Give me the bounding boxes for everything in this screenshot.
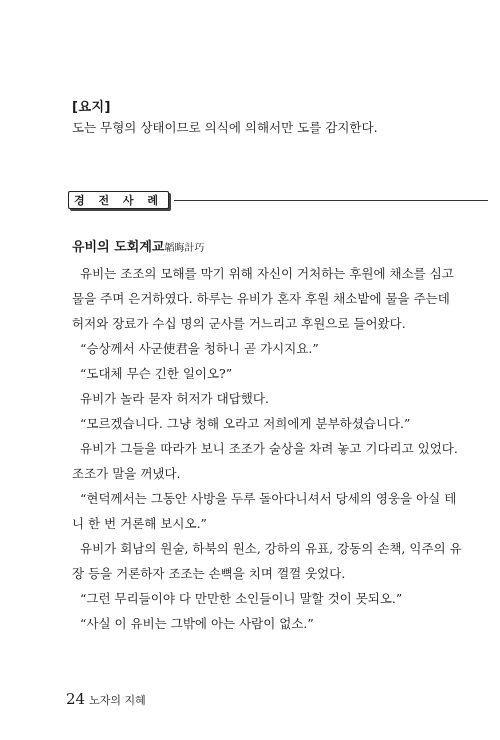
book-title: 노자의 지혜 bbox=[89, 694, 146, 707]
body-line: “그런 무리들이야 다 만만한 소인들이니 말할 것이 못되오.” bbox=[80, 591, 403, 606]
body-line: 유비가 놀라 묻자 허저가 대답했다. bbox=[80, 391, 269, 406]
body-line: 조조가 말을 꺼냈다. bbox=[72, 466, 181, 481]
body-line: 니 한 번 거론해 보시오.” bbox=[72, 516, 207, 531]
body-line: “현덕께서는 그동안 사방을 두루 돌아다니셔서 당세의 영웅을 아실 테 bbox=[80, 491, 457, 506]
body-line: “승상께서 사군使君을 청하니 곧 가시지요.” bbox=[80, 341, 319, 356]
section-label: 경 전 사 례 bbox=[68, 191, 169, 209]
body-line: 유비가 그들을 따라가 보니 조조가 술상을 차려 놓고 기다리고 있었다. bbox=[80, 441, 458, 456]
summary-heading: [요지] bbox=[72, 100, 111, 115]
body-line: 장 등을 거론하자 조조는 손뼉을 치며 껄껄 웃었다. bbox=[72, 566, 346, 581]
body-line: “도대체 무슨 긴한 일이오?” bbox=[80, 366, 233, 381]
body-line: 허저와 장료가 수십 명의 군사를 거느리고 후원으로 들어왔다. bbox=[72, 316, 406, 331]
body-line: 유비가 회남의 원술, 하북의 원소, 강하의 유표, 강동의 손책, 익주의 유 bbox=[80, 541, 462, 556]
body-line: 유비는 조조의 모해를 막기 위해 자신이 거처하는 후원에 채소를 심고 bbox=[80, 266, 454, 281]
body-line: “모르겠습니다. 그냥 청해 오라고 저희에게 분부하셨습니다.” bbox=[80, 416, 411, 431]
page-number: 24 bbox=[66, 690, 86, 708]
body-line: 물을 주며 은거하였다. 하루는 유비가 혼자 후원 채소밭에 물을 주는데 bbox=[72, 291, 450, 306]
story-title-hanja: 韜晦計巧 bbox=[164, 243, 205, 254]
story-title bbox=[72, 236, 204, 255]
section-header bbox=[68, 191, 428, 211]
story-title-text: 유비의 도회계교 bbox=[72, 240, 165, 255]
page-footer bbox=[66, 690, 146, 708]
body-line: “사실 이 유비는 그밖에 아는 사람이 없소.” bbox=[80, 616, 314, 631]
story-body bbox=[72, 261, 462, 636]
section-rule bbox=[174, 200, 488, 201]
summary-text: 도는 무형의 상태이므로 의식에 의해서만 도를 감지한다. bbox=[72, 120, 378, 135]
